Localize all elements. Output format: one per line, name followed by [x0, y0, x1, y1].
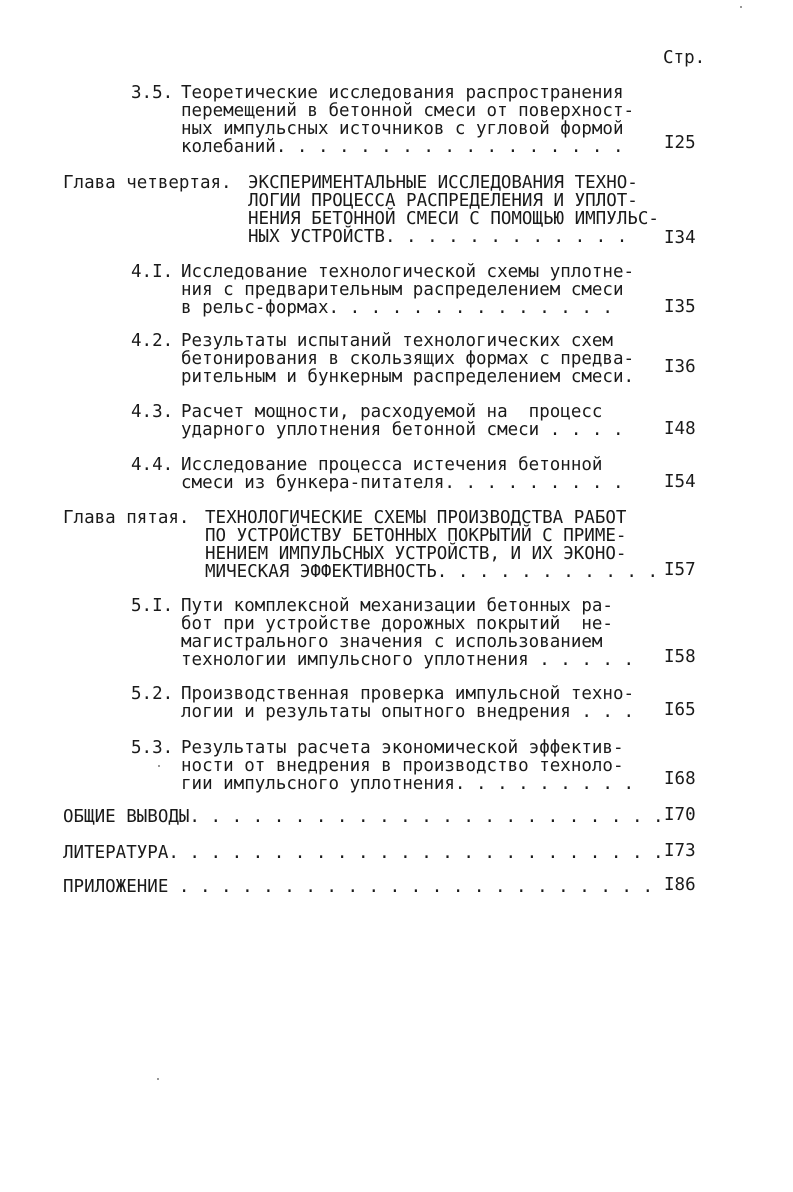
entry-line: Пути комплексной механизации бетонных ра-	[181, 596, 613, 616]
entry-line: Расчет мощности, расходуемой на процесс	[181, 402, 603, 422]
entry-page-number: I36	[664, 357, 696, 377]
entry-line: ПРИЛОЖЕНИЕ . . . . . . . . . . . . . . . . . . . . . . .	[63, 877, 654, 897]
chapter-label: Глава четвертая.	[63, 173, 232, 193]
entry-number: 4.3.	[131, 402, 174, 422]
entry-number: 4.4.	[131, 455, 174, 475]
entry-line: МИЧЕСКАЯ ЭФФЕКТИВНОСТЬ. . . . . . . . . . .	[205, 562, 659, 582]
entry-line: ности от внедрения в производство техноло-	[181, 756, 624, 776]
entry-line: ТЕХНОЛОГИЧЕСКИЕ СХЕМЫ ПРОИЗВОДСТВА РАБОТ	[205, 508, 627, 528]
entry-page-number: I35	[664, 297, 696, 317]
entry-line: Исследование технологической схемы уплотне-	[181, 262, 635, 282]
entry-number: 4.I.	[131, 262, 174, 282]
entry-number: 5.2.	[131, 684, 174, 704]
entry-page-number: I34	[664, 228, 696, 248]
entry-line: ЭКСПЕРИМЕНТАЛЬНЫЕ ИССЛЕДОВАНИЯ ТЕХНО-	[248, 173, 638, 193]
entry-line: ных импульсных источников с угловой формой	[181, 119, 624, 139]
entry-line: Производственная проверка импульсной техно-	[181, 684, 635, 704]
entry-line: ударного уплотнения бетонной смеси . . . .	[181, 420, 624, 440]
entry-page-number: I48	[664, 419, 696, 439]
scan-speck	[740, 6, 742, 8]
entry-page-number: I70	[664, 805, 696, 825]
entry-line: смеси из бункера-питателя. . . . . . . . .	[181, 473, 624, 493]
entry-line: НЫХ УСТРОЙСТВ. . . . . . . . . . . .	[248, 227, 628, 247]
entry-line: магистрального значения с использованием	[181, 632, 603, 652]
entry-page-number: I58	[664, 647, 696, 667]
entry-page-number: I65	[664, 700, 696, 720]
entry-line: логии и результаты опытного внедрения . . .	[181, 702, 635, 722]
entry-line: Результаты расчета экономической эффектив-	[181, 738, 624, 758]
entry-line: Результаты испытаний технологических схем	[181, 331, 613, 351]
entry-page-number: I57	[664, 560, 696, 580]
entry-line: колебаний. . . . . . . . . . . . . . . . .	[181, 137, 624, 157]
entry-page-number: I86	[664, 875, 696, 895]
entry-number: 4.2.	[131, 331, 174, 351]
entry-line: технологии импульсного уплотнения . . . . .	[181, 650, 635, 670]
entry-line: ния с предварительным распределением смеси	[181, 280, 624, 300]
entry-line: рительным и бункерным распределением смеси.	[181, 367, 635, 387]
chapter-label: Глава пятая.	[63, 508, 190, 528]
entry-line: в рельс-формах. . . . . . . . . . . . . .	[181, 298, 613, 318]
entry-line: гии импульсного уплотнения. . . . . . . . .	[181, 774, 635, 794]
entry-page-number: I68	[664, 769, 696, 789]
scan-speck	[157, 1078, 159, 1080]
entry-line: НЕНИЯ БЕТОННОЙ СМЕСИ С ПОМОЩЬЮ ИМПУЛЬС-	[248, 209, 659, 229]
scan-speck	[158, 765, 160, 767]
entry-line: ЛОГИИ ПРОЦЕССА РАСПРЕДЕЛЕНИЯ И УПЛОТ-	[248, 191, 638, 211]
page-column-header: Стр.	[663, 48, 706, 68]
entry-number: 5.I.	[131, 596, 174, 616]
entry-line: Теоретические исследования распространения	[181, 83, 624, 103]
entry-page-number: I25	[664, 133, 696, 153]
entry-line: НЕНИЕМ ИМПУЛЬСНЫХ УСТРОЙСТВ, И ИХ ЭКОНО-	[205, 544, 627, 564]
entry-page-number: I54	[664, 472, 696, 492]
entry-line: перемещений в бетонной смеси от поверхност-	[181, 101, 635, 121]
entry-line: ЛИТЕРАТУРА. . . . . . . . . . . . . . . . . . . . . . . .	[63, 843, 664, 863]
entry-line: Исследование процесса истечения бетонной	[181, 455, 603, 475]
entry-line: ПО УСТРОЙСТВУ БЕТОННЫХ ПОКРЫТИЙ С ПРИМЕ-	[205, 526, 627, 546]
entry-number: 3.5.	[131, 83, 174, 103]
entry-page-number: I73	[664, 841, 696, 861]
entry-line: ОБЩИЕ ВЫВОДЫ. . . . . . . . . . . . . . . . . . . . . . .	[63, 807, 664, 827]
entry-number: 5.3.	[131, 738, 174, 758]
entry-line: бот при устройстве дорожных покрытий не-	[181, 614, 613, 634]
entry-line: бетонирования в скользящих формах с предва-	[181, 349, 635, 369]
